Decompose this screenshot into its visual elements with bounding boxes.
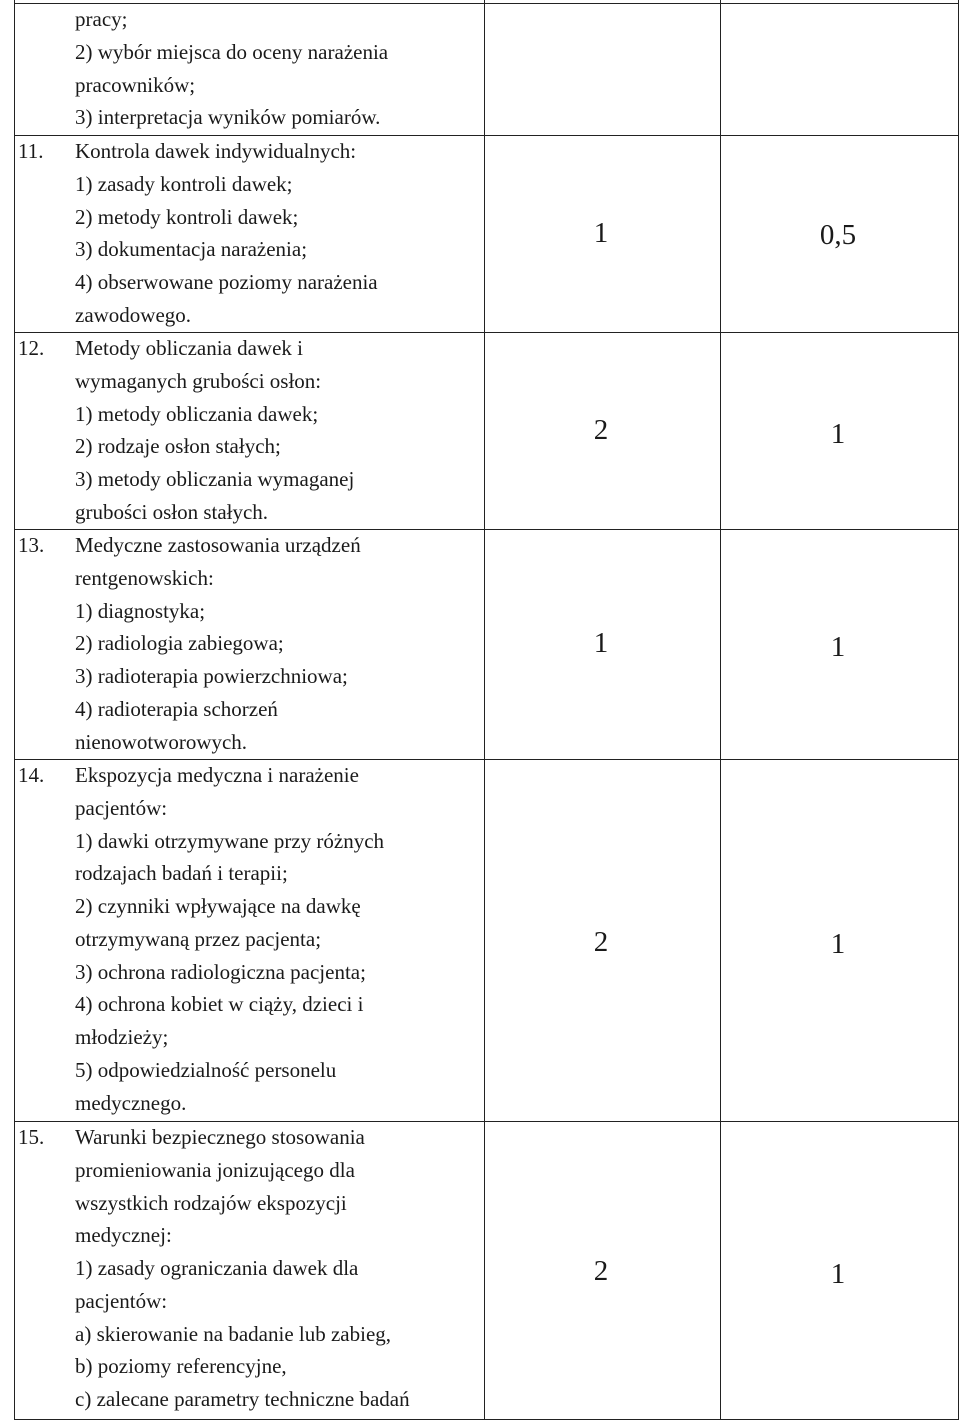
content-line: pacjentów:	[75, 795, 168, 820]
table-row	[14, 135, 959, 332]
table-row	[14, 1121, 959, 1419]
content-line: 1) diagnostyka;	[75, 598, 206, 623]
hours-column-a: 1	[593, 217, 609, 249]
content-line: 4) obserwowane poziomy narażenia	[75, 270, 378, 294]
content-line: Warunki bezpiecznego stosowania	[75, 1125, 365, 1149]
hours-column-a: 2	[593, 414, 609, 446]
content-line: pracy;	[75, 7, 128, 31]
content-line: pacjentów:	[75, 1288, 168, 1313]
hours-column-a: 2	[593, 926, 609, 958]
content-line: 1) metody obliczania dawek;	[75, 401, 319, 426]
content-line: promieniowania jonizującego dla	[75, 1157, 355, 1182]
table-row	[14, 332, 959, 529]
content-line: 3) interpretacja wyników pomiarów.	[75, 105, 381, 130]
content-line: 3) radioterapia powierzchniowa;	[75, 664, 348, 688]
row-number: 15.	[18, 1125, 45, 1149]
row-content	[75, 529, 485, 758]
row-number: 12.	[18, 336, 45, 360]
table-row	[14, 759, 959, 1121]
content-line: otrzymywaną przez pacjenta;	[75, 926, 322, 951]
content-line: b) poziomy referencyjne,	[75, 1354, 287, 1379]
content-line: młodzieży;	[75, 1025, 169, 1049]
content-line: c) zalecane parametry techniczne badań	[75, 1387, 410, 1411]
content-line: nienowotworowych.	[75, 729, 248, 754]
hours-column-a: 1	[593, 627, 609, 659]
hours-column-b: 0,5	[819, 219, 857, 251]
content-line: medycznej:	[75, 1223, 172, 1248]
hours-column-b: 1	[830, 418, 846, 450]
content-line: 4) ochrona kobiet w ciąży, dzieci i	[75, 992, 364, 1017]
row-content	[75, 759, 485, 1119]
row-number: 11.	[18, 139, 44, 163]
content-line: grubości osłon stałych.	[75, 499, 269, 524]
content-line: zawodowego.	[75, 302, 192, 327]
row-content	[75, 135, 485, 332]
row-content	[75, 332, 485, 529]
hours-column-b: 1	[830, 1258, 846, 1290]
content-line: 2) wybór miejsca do oceny narażenia	[75, 39, 389, 64]
content-line: wymaganych grubości osłon:	[75, 368, 322, 393]
row-content	[75, 3, 485, 134]
hours-column-b: 1	[830, 928, 846, 960]
content-line: 1) zasady ograniczania dawek dla	[75, 1256, 359, 1280]
content-line: wszystkich rodzajów ekspozycji	[75, 1190, 347, 1215]
content-line: 1) zasady kontroli dawek;	[75, 171, 293, 196]
content-line: rodzajach badań i terapii;	[75, 861, 288, 886]
content-line: Ekspozycja medyczna i narażenie	[75, 763, 359, 787]
hours-column-a: 2	[593, 1255, 609, 1287]
hours-column-b: 1	[830, 631, 846, 663]
content-line: pracowników;	[75, 72, 196, 97]
table-row	[14, 529, 959, 759]
content-line: Medyczne zastosowania urządzeń	[75, 533, 361, 557]
content-line: 2) metody kontroli dawek;	[75, 204, 299, 229]
content-line: medycznego.	[75, 1090, 187, 1115]
content-line: 4) radioterapia schorzeń	[75, 696, 278, 721]
row-content	[75, 1121, 485, 1416]
row-number: 14.	[18, 763, 45, 787]
content-line: Metody obliczania dawek i	[75, 336, 304, 360]
content-line: 5) odpowiedzialność personelu	[75, 1057, 337, 1082]
content-line: 3) metody obliczania wymaganej	[75, 467, 355, 491]
content-line: rentgenowskich:	[75, 565, 214, 590]
content-line: 3) dokumentacja narażenia;	[75, 237, 308, 262]
table-row	[14, 3, 959, 135]
content-line: 2) radiologia zabiegowa;	[75, 631, 284, 656]
row-number: 13.	[18, 533, 45, 557]
content-line: Kontrola dawek indywidualnych:	[75, 139, 357, 163]
content-line: 2) czynniki wpływające na dawkę	[75, 894, 361, 918]
content-line: 2) rodzaje osłon stałych;	[75, 434, 281, 459]
content-line: 1) dawki otrzymywane przy różnych	[75, 828, 385, 853]
content-line: a) skierowanie na badanie lub zabieg,	[75, 1321, 392, 1346]
content-line: 3) ochrona radiologiczna pacjenta;	[75, 959, 366, 984]
table-border-bottom	[14, 1419, 959, 1420]
